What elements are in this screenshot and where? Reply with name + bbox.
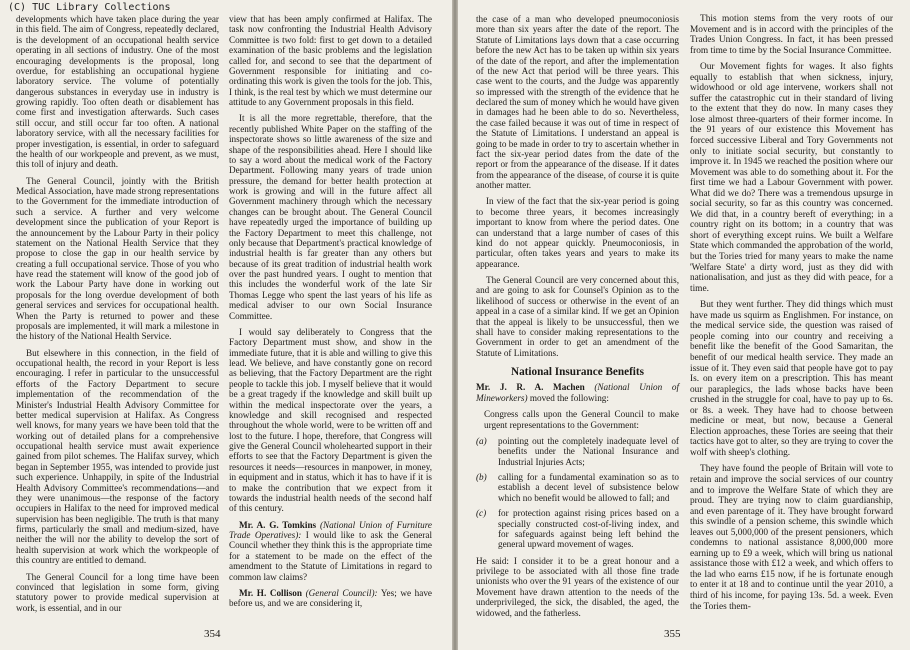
paragraph: developments which have taken place during the year in this field. The aim of Congress, repeatedly declared, is the development of an occupational health service operating in all sections of industry. One of the most encouraging developments is the proposal, long overdue, for establishing an occupational hygiene laboratory service. The volume of potentially dangerous substances in everyday use in industry is growing rapidly. Too often death or disablement has come first and investigation afterwards. Such cases still occur, and still occur far too often. A national laboratory service, with all the necessary facilities for proper investigation, is essential, in order to safeguard the health of our workpeople and prevent, as we must, this toll of injury and death.: [16, 14, 219, 170]
list-label: (b): [476, 472, 487, 482]
motion-intro: [476, 382, 679, 403]
page-number: 354: [204, 628, 221, 640]
motion-list: [476, 436, 679, 550]
paragraph: I would say deliberately to Congress that the Factory Department must show, and show in the immediate future, that it is able and willing to give this lead. We believe, and have constantly gone on record as believing, that the Factory Department are the right people to tackle this job. I myself believe that it would be a great tragedy if the knowledge and skill built up within the medical inspectorate over the years, a knowledge and skill recognised and respected throughout the whole world, were to be written off and lost to the future. I hope, therefore, that Congress will give the General Council wholehearted support in their efforts to see that the Factory Department is given the resources it needs—resources in manpower, in money, in equipment and in status, which it has to have if it is to make the contribution that we expect from it towards the industrial health needs of the second half of this century.: [229, 326, 432, 514]
page-number: 355: [664, 628, 681, 640]
paragraph: But elsewhere in this connection, in the field of occupational health, the record in your Report is less encouraging. I refer in particular to the unsuccessful efforts of the Factory Department to secure implementation of the recommendation of the Minister's Industrial Health Advisory Committee for better medical supervision at Halifax. As Congress well knows, for many years we have been told that the working out of detailed plans for a comprehensive occupational health service must await experience gained from pilot schemes. The Halifax survey, which began in September 1955, was intended to provide just such experience. Unhappily, in spite of the Industrial Health Advisory Committee's recommendations—and they were unanimous—the response of the factory occupiers in Halifax to the need for improved medical supervision has been negligible. The truth is that many firms, particularly the small and medium-sized, have neither the will nor the ability to develop the sort of health supervision at work which the workpeople of this country are entitled to demand.: [16, 347, 219, 566]
paragraph: It is all the more regrettable, therefore, that the recently published White Paper on the staffing of the inspectorate shows so little awareness of the size and shape of the responsibilities ahead. Here I should like to say a word about the medical work of the Factory Department. Following many years of trade union pressure, the demand for better health protection at work is growing and will in the future affect all Government machinery through which the necessary changes can be brought about. The General Council have repeatedly urged the importance of building up the Factory Department to meet this challenge, not only because that Department's practical knowledge of industrial health is far greater than any others but because of its great tradition of industrial health work over the past hundred years. I ought to mention that this includes the wonderful work of the late Sir Thomas Legge who spent the last years of his life as medical adviser to our own Social Insurance Committee.: [229, 113, 432, 321]
list-item: [476, 508, 679, 550]
list-label: (c): [476, 508, 487, 519]
speaker-name: Mr. J. R. A. Machen: [476, 382, 585, 393]
speaker-union: (General Council):: [305, 587, 378, 598]
paragraph: The General Council, jointly with the British Medical Association, have made strong representations to the Government for the immediate introduction of such a service. A further and very welcome development since the publication of your Report is the announcement by the Labour Party in their policy statement on the National Health Service that they propose to close the gap in our health service by creating a full occupational service. Those of you who have read the statement will know of the good job of work the Labour Party have done in working out proposals for the long overdue development of both general services and services for occupational health. When the Party is returned to power and these proposals are implemented, it will mark a milestone in the history of the National Health Service.: [16, 175, 219, 342]
right-column-1: [476, 14, 679, 624]
paragraph: They have found the people of Britain will vote to retain and improve the social services of our country and to improve the Welfare State of which they are proud. They are trying now to claim guardianship, and even parentage of it. They have brought forward this swindle of a pension scheme, this swindle which leaves out 5,000,000 of the present pensioners, which condemns to national assistance 8,000,000 more earning up to £9 a week, which will bring us national assistance those with £12 a week, and which offers to the lad who earns £15 now, if he is fortunate enough to enter it at 18 and to continue until the year 2010, a third of his income, for paying 13s. 5d. a week. Even the Tories them-: [690, 464, 893, 612]
speaker-name: Mr. H. Collison: [239, 587, 302, 598]
paragraph: He said: I consider it to be a great honour and a privilege to be associated with all those fine trade unionists who over the 91 years of the existence of our Movement have drawn attention to the needs of the underprivileged, the sick, the disabled, the aged, the widowed, and the fatherless.: [476, 555, 679, 618]
left-page: [0, 0, 452, 650]
watermark: (C) TUC Library Collections: [8, 2, 171, 13]
left-column-2: [229, 14, 432, 615]
paragraph: view that has been amply confirmed at Halifax. The task now confronting the Industrial Health Advisory Committee is two fold: first to get down to a detailed examination of the basic problems and the legislation called for, and second to see that the department of Government responsible for initiating and co-ordinating this work is given the tools for the job. This, I think, is the real test by which we must determine our attitude to any Government proposals in this field.: [229, 14, 432, 107]
list-text: for protection against rising prices based on a specially constructed cost-of-living index, and for safeguards against being left behind the general upward movement of wages.: [498, 508, 679, 550]
left-column-1: [16, 14, 219, 619]
speaker-union: (National Union of Mineworkers): [476, 382, 679, 403]
motion-lead: moved the following:: [529, 392, 609, 403]
list-item: [476, 436, 679, 467]
speaker-paragraph: [229, 520, 432, 582]
speaker-paragraph: [229, 588, 432, 609]
motion-text: Congress calls upon the General Council to make urgent representations to the Government:: [484, 409, 679, 430]
paragraph: The General Council are very concerned about this, and are going to ask for Counsel's Opinion as to the likelihood of success or otherwise in the event of an appeal in a case of a similar kind. If we get an Opinion that the appeal is likely to be unsuccessful, then we shall have to consider making representations to the Government in order to get an amendment of the Statute of Limitations.: [476, 275, 679, 358]
list-text: pointing out the completely inadequate level of benefits under the National Insurance and Industrial Injuries Acts;: [498, 435, 679, 467]
list-label: (a): [476, 435, 487, 446]
list-item: [476, 472, 679, 503]
paragraph: In view of the fact that the six-year period is going to become three years, it becomes increasingly important to know from where the period dates. One can understand that a large number of cases of this kind do not appear quickly. Pneumoconiosis, in particular, often takes years and years to make its appearance.: [476, 196, 679, 269]
right-column-2: [690, 14, 893, 618]
paragraph: But they went further. They did things which must have made us squirm as Englishmen. For instance, on the medical service side, the question was raised of people coming into our country and receiving a benefit like the benefit of the Good Samaritan, the benefit of our medical health service. They made an issue of it. They even said that people have got to pay Is. on every item on a prescription. This has meant our paraplegics, the lads whose backs have been crushed in the struggle for coal, have to pay up to 6s. or 8s. a week. They have had to choose between medicine or meat, but now, because a General Election approaches, these Tories are seeing that their tactics have got to alter, so they are trying to cover the wolf with sheep's clothing.: [690, 300, 893, 458]
section-heading: National Insurance Benefits: [510, 366, 644, 378]
list-text: calling for a fundamental examination so as to establish a decent level of subsistence below which no benefit would be allowed to fall; and: [498, 472, 679, 503]
paragraph: the case of a man who developed pneumoconiosis more than six years after the date of the report. The Statute of Limitations lays down that a case occurring before the new Act has to be taken up within six years of the date of the report, and after the implementation of the new Act that period will be three years. This case went to the courts, and the Judge was apparently so impressed with the strength of the evidence that he declared the sum of money which he would have given in damages had he been able to do so. Nevertheless, the case failed because it was out of time in respect of the Statute of Limitations. I understand an appeal is going to be made in order to try to ascertain whether in fact the six-year period dates from the date of the report or from the appearance of the disease. If it dates from the appearance of the disease, of course it is quite another matter.: [476, 14, 679, 190]
speaker-text: I would like to ask the General Council whether they think this is the appropriate time for a statement to be made on the effect of the amendment to the Statute of Limitations in regard to common law claims?: [229, 530, 432, 582]
paragraph: Our Movement fights for wages. It also fights equally to establish that when sickness, injury, widowhood or old age intervene, workers shall not suffer the catastrophic cut in their standard of living to the extent that they do now. In many cases they lose almost three-quarters of their former income. In the 91 years of our existence this Movement has forced successive Liberal and Tory Governments not only to initiate social security, but constantly to improve it. In 1945 we reached the position where our Movement was able to do something about it. For the first time we had a Labour Government with power. What did we do? There was a tremendous upsurge in social security, so far as this country was concerned. We did that, in a country bereft of everything; in a country right on its bottom; in a country that was short of everything except ruins. We built a Welfare State which commanded the approbation of the world, but the Tories tried for many years to make the name 'Welfare State' a dirty word, just as they did with nationalisation, and just as they did with peace, for a time.: [690, 62, 893, 294]
speaker-union: (National Union of Furniture Trade Operatives):: [229, 519, 433, 540]
paragraph: This motion stems from the very roots of our Movement and is in accord with the principles of the Trades Union Congress. In fact, it has been pressed from time to time by the Social Insurance Committee.: [690, 14, 893, 56]
paragraph: The General Council for a long time have been convinced that legislation in some form, giving statutory power to provide medical supervision at work, is essential, and in our: [16, 571, 219, 613]
speaker-text: Yes; we have before us, and we are considering it,: [229, 587, 432, 609]
speaker-name: Mr. A. G. Tomkins: [239, 519, 317, 530]
right-page: [458, 0, 910, 650]
